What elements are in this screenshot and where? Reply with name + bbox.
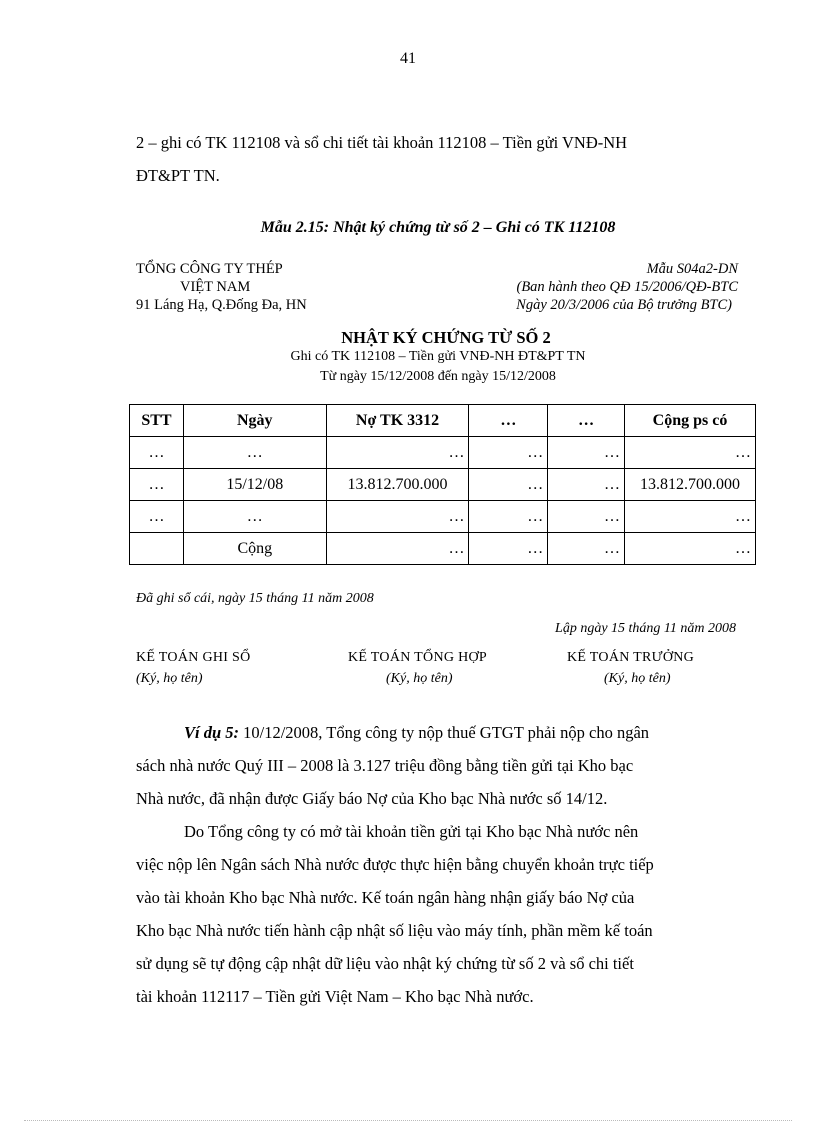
form-reference xyxy=(420,260,738,314)
example-label: Ví dụ 5: xyxy=(184,723,240,742)
signature-title-general-accountant: KẾ TOÁN TỔNG HỢP xyxy=(348,650,487,665)
table-cell: … xyxy=(130,469,184,501)
example-line: Nhà nước, đã nhận được Giấy báo Nợ của Kho bạc Nhà nước số 14/12. xyxy=(136,789,608,808)
body-line: Do Tổng công ty có mở tài khoản tiền gửi tại Kho bạc Nhà nước nên xyxy=(184,822,639,841)
column-header: … xyxy=(548,405,625,437)
table-cell: Cộng xyxy=(183,533,326,565)
table-row xyxy=(130,437,756,469)
table-cell: … xyxy=(548,437,625,469)
column-header: Cộng ps có xyxy=(625,405,756,437)
table-cell: 15/12/08 xyxy=(183,469,326,501)
issued-line: Ngày 20/3/2006 của Bộ trưởng BTC) xyxy=(516,297,732,313)
intro-line: ĐT&PT TN. xyxy=(136,166,220,185)
table-row xyxy=(130,501,756,533)
body-line: vào tài khoản Kho bạc Nhà nước. Kế toán ngân hàng nhận giấy báo Nợ của xyxy=(136,888,635,907)
company-name-line2: VIỆT NAM xyxy=(180,279,251,295)
prepared-date: Lập ngày 15 tháng 11 năm 2008 xyxy=(555,621,736,636)
table-cell: … xyxy=(469,437,548,469)
signature-note: (Ký, họ tên) xyxy=(604,671,671,686)
table-cell: … xyxy=(326,501,469,533)
form-caption: Mẫu 2.15: Nhật ký chứng từ số 2 – Ghi có TK 112108 xyxy=(260,219,616,236)
table-cell: 13.812.700.000 xyxy=(326,469,469,501)
signature-title-chief-accountant: KẾ TOÁN TRƯỞNG xyxy=(567,650,695,665)
journal-title: NHẬT KÝ CHỨNG TỪ SỐ 2 xyxy=(341,328,551,347)
example-paragraph xyxy=(136,716,738,815)
form-code: Mẫu S04a2-DN xyxy=(646,261,738,277)
company-address: 91 Láng Hạ, Q.Đống Đa, HN xyxy=(136,297,307,313)
table-cell: … xyxy=(469,469,548,501)
page-number: 41 xyxy=(400,50,416,67)
table-cell xyxy=(130,533,184,565)
body-line: Kho bạc Nhà nước tiến hành cập nhật số liệu vào máy tính, phần mềm kế toán xyxy=(136,921,653,940)
table-cell: … xyxy=(548,469,625,501)
table-cell: … xyxy=(625,501,756,533)
page-bottom-border xyxy=(24,1120,792,1121)
table-cell: … xyxy=(469,501,548,533)
body-line: việc nộp lên Ngân sách Nhà nước được thực hiện bằng chuyển khoản trực tiếp xyxy=(136,855,654,874)
body-line: tài khoản 112117 – Tiền gửi Việt Nam – Kho bạc Nhà nước. xyxy=(136,987,534,1006)
example-line: sách nhà nước Quý III – 2008 là 3.127 triệu đồng bằng tiền gửi tại Kho bạc xyxy=(136,756,634,775)
table-cell: … xyxy=(625,437,756,469)
signature-note: (Ký, họ tên) xyxy=(136,671,203,686)
posted-note: Đã ghi sổ cái, ngày 15 tháng 11 năm 2008 xyxy=(136,591,374,606)
table-cell: … xyxy=(548,533,625,565)
journal-subtitle: Ghi có TK 112108 – Tiền gửi VNĐ-NH ĐT&PT TN xyxy=(290,349,586,364)
column-header: Nợ TK 3312 xyxy=(326,405,469,437)
intro-line: 2 – ghi có TK 112108 và sổ chi tiết tài khoản 112108 – Tiền gửi VNĐ-NH xyxy=(136,133,628,152)
table-cell: … xyxy=(326,533,469,565)
table-cell: … xyxy=(469,533,548,565)
table-cell: … xyxy=(183,437,326,469)
example-text: 10/12/2008, Tổng công ty nộp thuế GTGT phải nộp cho ngân xyxy=(239,723,650,742)
company-header xyxy=(136,260,416,314)
table-cell: 13.812.700.000 xyxy=(625,469,756,501)
column-header: … xyxy=(469,405,548,437)
journal-period: Từ ngày 15/12/2008 đến ngày 15/12/2008 xyxy=(320,369,556,384)
table-cell: … xyxy=(548,501,625,533)
table-header-row xyxy=(130,405,756,437)
column-header: STT xyxy=(130,405,184,437)
table-cell: … xyxy=(183,501,326,533)
table-total-row xyxy=(130,533,756,565)
intro-paragraph xyxy=(136,126,738,192)
table-cell: … xyxy=(130,437,184,469)
column-header: Ngày xyxy=(183,405,326,437)
body-line: sử dụng sẽ tự động cập nhật dữ liệu vào nhật ký chứng từ số 2 và sổ chi tiết xyxy=(136,954,634,973)
issued-line: (Ban hành theo QĐ 15/2006/QĐ-BTC xyxy=(516,279,738,295)
table-cell: … xyxy=(326,437,469,469)
company-name-line1: TỔNG CÔNG TY THÉP xyxy=(136,261,283,277)
body-paragraph xyxy=(136,815,738,1013)
signature-note: (Ký, họ tên) xyxy=(386,671,453,686)
table-row xyxy=(130,469,756,501)
signature-title-bookkeeper: KẾ TOÁN GHI SỔ xyxy=(136,650,251,665)
table-cell: … xyxy=(130,501,184,533)
table-cell: … xyxy=(625,533,756,565)
journal-table xyxy=(129,404,756,565)
